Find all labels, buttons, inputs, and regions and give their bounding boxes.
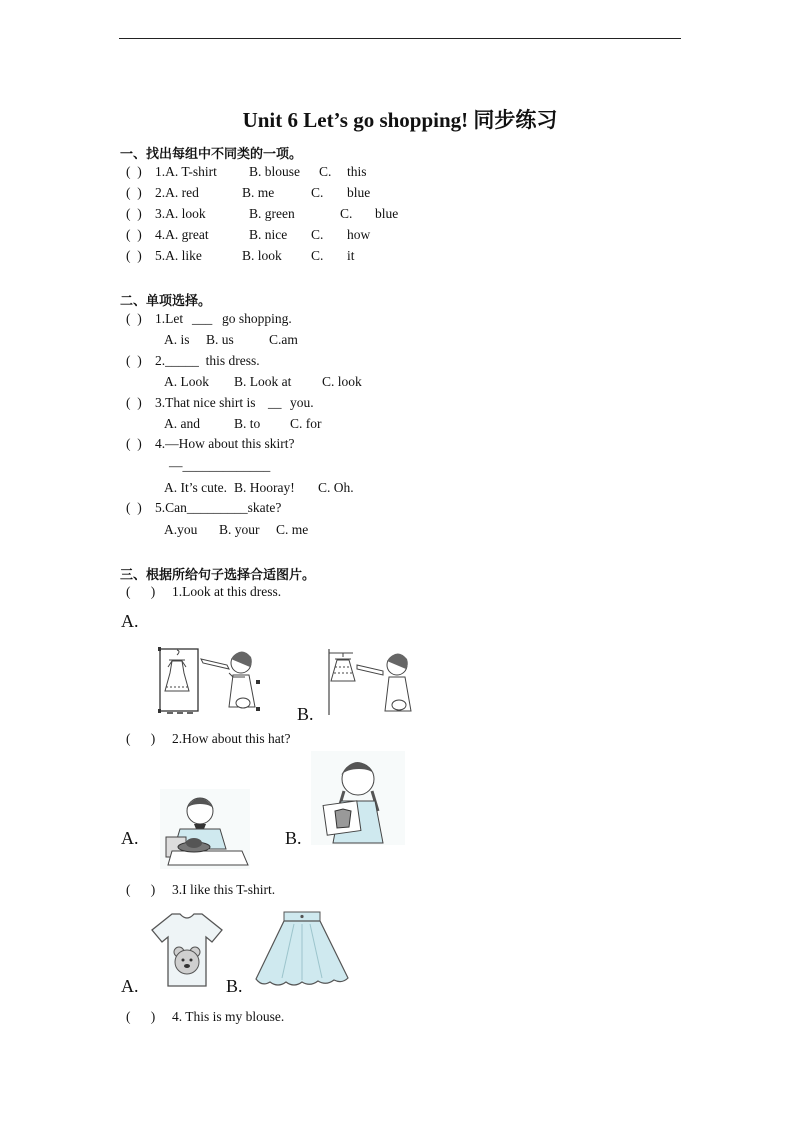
question-stem: 2._____ this dress. [155,353,260,368]
option-c-label: C. [340,206,353,221]
answer-paren[interactable]: ( ) [126,395,142,410]
question-stem: 3.That nice shirt is [155,395,256,410]
option-c: C. look [322,374,362,389]
section3-heading: 三、根据所给句子选择合适图片。 [120,568,316,583]
option-b: B. to [234,416,261,431]
question-blank: __ [268,395,282,410]
skirt-pointing-illustration [325,647,415,717]
answer-paren[interactable]: ( ) [126,584,156,599]
answer-paren[interactable]: ( ) [126,353,142,368]
answer-line: —_____________ [169,458,271,473]
answer-paren[interactable]: ( ) [126,227,142,242]
question-text: 1.Look at this dress. [172,584,282,599]
tshirt-picture-a[interactable] [148,910,226,990]
option-c: how [347,227,371,242]
option-a: A. Look [164,374,209,389]
option-a: A. It’s cute. [164,480,227,495]
question-stem-rest: you. [290,395,314,410]
option-b: B. nice [249,227,288,242]
answer-paren[interactable]: ( ) [126,500,142,515]
hat-picture-b[interactable] [311,751,405,845]
option-b: B. me [242,185,275,200]
question-stem: 1.Let [155,311,184,326]
page-title: Unit 6 Let’s go shopping! 同步练习 [242,108,558,132]
option-c: this [347,164,367,179]
answer-paren[interactable]: ( ) [126,206,142,221]
option-c: C.am [269,332,298,347]
answer-paren[interactable]: ( ) [126,311,142,326]
option-c: C. for [290,416,322,431]
section2-heading: 二、单项选择。 [120,294,212,309]
teddy-tshirt-illustration [148,910,226,990]
option-b: B. look [242,248,282,263]
option-a-label: A. [121,828,139,848]
option-b: B. your [219,522,260,537]
dress-picture-b[interactable] [325,647,415,717]
option-b-label: B. [226,976,243,996]
blue-skirt-illustration [252,908,352,990]
girl-with-hat-illustration [160,789,250,869]
option-c-label: C. [319,164,332,179]
option-a: 1.A. T-shirt [155,164,217,179]
option-b: B. blouse [249,164,301,179]
header-rule [119,38,681,39]
question-text: 2.How about this hat? [172,731,291,746]
option-a: A. and [164,416,200,431]
option-a: 5.A. like [155,248,202,263]
answer-paren[interactable]: ( ) [126,185,142,200]
answer-paren[interactable]: ( ) [126,164,142,179]
option-c-label: C. [311,227,324,242]
option-a-label: A. [121,976,139,996]
option-c: blue [375,206,399,221]
option-c-label: C. [311,185,324,200]
question-text: 3.I like this T-shirt. [172,882,276,897]
option-a-label: A. [121,611,139,631]
option-c-label: C. [311,248,324,263]
option-b-label: B. [297,704,314,724]
option-a: 3.A. look [155,206,206,221]
option-c: C. me [276,522,309,537]
girl-holding-shirt-illustration [311,751,405,845]
question-stem: 5.Can_________skate? [155,500,282,515]
option-a: 2.A. red [155,185,199,200]
section1-heading: 一、找出每组中不同类的一项。 [120,147,303,162]
hat-picture-a[interactable] [160,789,250,869]
question-blank: ___ [192,311,213,326]
dress-picture-a[interactable] [157,647,265,715]
option-c: it [347,248,355,263]
skirt-picture-b[interactable] [252,908,352,990]
question-stem-rest: go shopping. [222,311,292,326]
option-b: B. Look at [234,374,292,389]
option-a: A.you [164,522,198,537]
option-b: B. us [206,332,234,347]
dress-pointing-illustration [157,647,265,715]
option-b-label: B. [285,828,302,848]
question-text: 4. This is my blouse. [172,1009,285,1024]
option-a: 4.A. great [155,227,209,242]
answer-paren[interactable]: ( ) [126,436,142,451]
option-a: A. is [164,332,190,347]
answer-paren[interactable]: ( ) [126,1009,156,1024]
option-c: C. Oh. [318,480,354,495]
answer-paren[interactable]: ( ) [126,248,142,263]
option-b: B. Hooray! [234,480,295,495]
question-stem: 4.—How about this skirt? [155,436,295,451]
option-c: blue [347,185,371,200]
answer-paren[interactable]: ( ) [126,882,156,897]
option-b: B. green [249,206,295,221]
answer-paren[interactable]: ( ) [126,731,156,746]
